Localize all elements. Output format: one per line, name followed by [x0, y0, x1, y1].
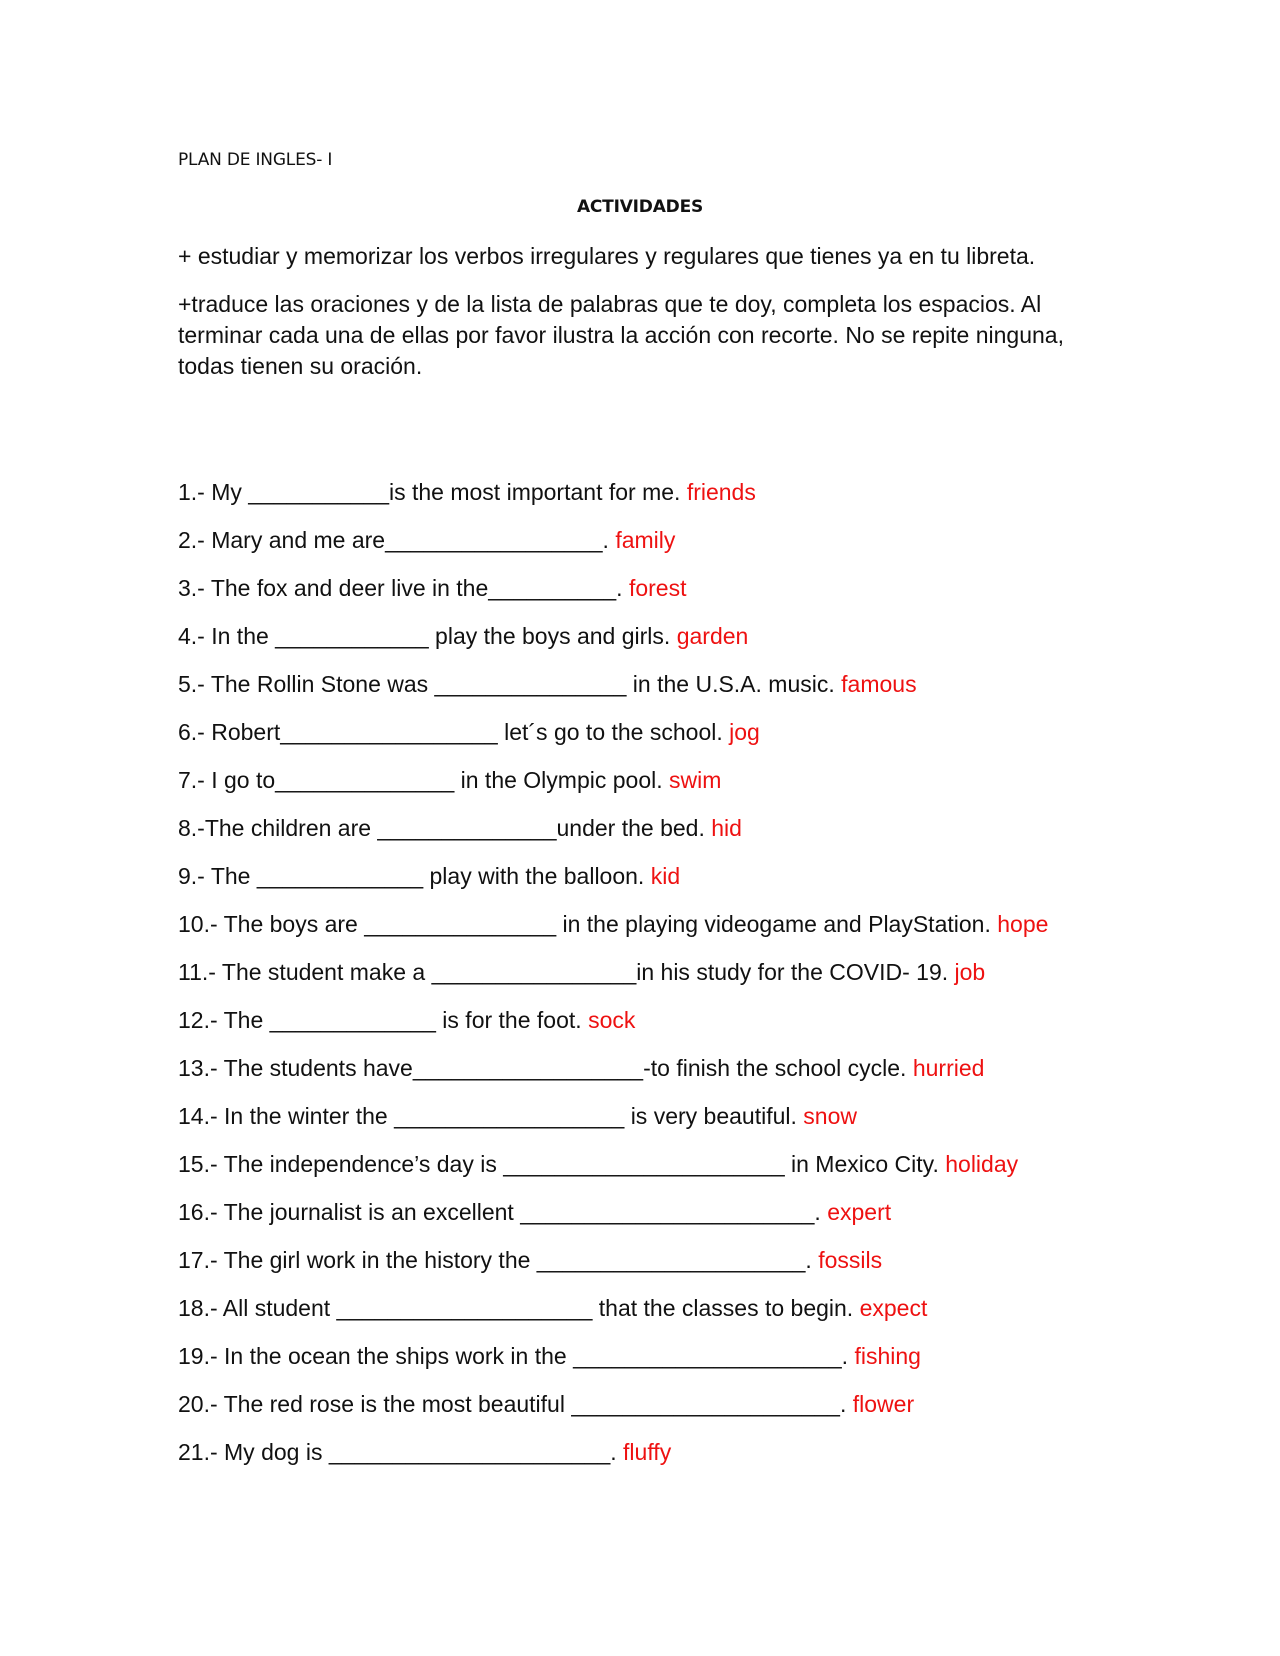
exercise-answer: garden: [676, 623, 749, 649]
exercise-text: 8.-The children are ______________under the bed.: [178, 815, 705, 841]
exercise-answer: hope: [997, 911, 1049, 937]
exercise-item: [178, 813, 1108, 844]
exercise-answer: hurried: [912, 1055, 985, 1081]
exercise-answer: sock: [588, 1007, 636, 1033]
exercise-text: 21.- My dog is ______________________.: [178, 1439, 617, 1465]
exercise-item: [178, 717, 1108, 748]
exercise-answer: friends: [686, 479, 756, 505]
exercise-text: 18.- All student ____________________ that the classes to begin.: [178, 1295, 854, 1321]
exercise-text: 19.- In the ocean the ships work in the _____________________.: [178, 1343, 849, 1369]
exercise-item: [178, 1005, 1108, 1036]
exercise-text: 7.- I go to______________ in the Olympic pool.: [178, 767, 663, 793]
exercise-answer: jog: [729, 719, 760, 745]
exercise-item: [178, 621, 1108, 652]
exercise-item: [178, 1053, 1108, 1084]
exercise-text: 3.- The fox and deer live in the__________.: [178, 575, 623, 601]
exercise-item: [178, 1293, 1108, 1324]
exercise-item: [178, 909, 1108, 940]
exercise-item: [178, 1389, 1108, 1420]
exercise-answer: job: [954, 959, 986, 985]
exercise-item: [178, 861, 1108, 892]
exercise-text: 17.- The girl work in the history the _____________________.: [178, 1247, 812, 1273]
exercise-item: [178, 765, 1108, 796]
exercise-text: 4.- In the ____________ play the boys and girls.: [178, 623, 671, 649]
exercise-answer: expert: [827, 1199, 892, 1225]
exercise-item: [178, 669, 1108, 700]
exercise-text: 20.- The red rose is the most beautiful _____________________.: [178, 1391, 847, 1417]
exercise-item: [178, 957, 1108, 988]
exercise-answer: kid: [650, 863, 681, 889]
exercise-item: [178, 1437, 1108, 1468]
exercise-item: [178, 1197, 1108, 1228]
exercise-item: [178, 1245, 1108, 1276]
exercise-answer: hid: [711, 815, 742, 841]
exercise-answer: fishing: [854, 1343, 921, 1369]
instruction-study: + estudiar y memorizar los verbos irregulares y regulares que tienes ya en tu libreta.: [178, 243, 1036, 269]
exercise-list: [178, 477, 1108, 1485]
exercise-answer: forest: [628, 575, 687, 601]
exercise-item: [178, 573, 1108, 604]
exercise-text: 11.- The student make a ________________in his study for the COVID- 19.: [178, 959, 949, 985]
exercise-text: 10.- The boys are _______________ in the playing videogame and PlayStation.: [178, 911, 991, 937]
exercise-text: 13.- The students have__________________-to finish the school cycle.: [178, 1055, 907, 1081]
exercise-text: 12.- The _____________ is for the foot.: [178, 1007, 582, 1033]
exercise-text: 6.- Robert_________________ let´s go to the school.: [178, 719, 723, 745]
exercise-item: [178, 1149, 1108, 1180]
exercise-answer: flower: [852, 1391, 915, 1417]
exercise-item: [178, 1341, 1108, 1372]
exercise-answer: famous: [841, 671, 917, 697]
exercise-text: 9.- The _____________ play with the balloon.: [178, 863, 645, 889]
instruction-translate: +traduce las oraciones y de la lista de palabras que te doy, completa los espacios. Al terminar cada una de ellas por favor ilustra la acción con recorte. No se repite ninguna, todas tienen su oración.: [178, 291, 1064, 379]
exercise-answer: family: [615, 527, 676, 553]
exercise-answer: fossils: [818, 1247, 883, 1273]
exercise-item: [178, 477, 1108, 508]
exercise-text: 14.- In the winter the __________________ is very beautiful.: [178, 1103, 797, 1129]
instructions: [178, 241, 1108, 399]
exercise-answer: holiday: [945, 1151, 1019, 1177]
exercise-text: 16.- The journalist is an excellent _______________________.: [178, 1199, 821, 1225]
exercise-answer: fluffy: [623, 1439, 672, 1465]
document-header: PLAN DE INGLES- I: [178, 150, 333, 170]
exercise-text: 2.- Mary and me are_________________.: [178, 527, 609, 553]
exercise-answer: swim: [669, 767, 722, 793]
exercise-answer: snow: [803, 1103, 857, 1129]
exercise-text: 5.- The Rollin Stone was _______________ in the U.S.A. music.: [178, 671, 835, 697]
exercise-text: 1.- My ___________is the most important for me.: [178, 479, 681, 505]
document-title: ACTIVIDADES: [576, 197, 704, 217]
exercise-item: [178, 525, 1108, 556]
exercise-text: 15.- The independence’s day is ______________________ in Mexico City.: [178, 1151, 939, 1177]
exercise-answer: expect: [859, 1295, 928, 1321]
exercise-item: [178, 1101, 1108, 1132]
